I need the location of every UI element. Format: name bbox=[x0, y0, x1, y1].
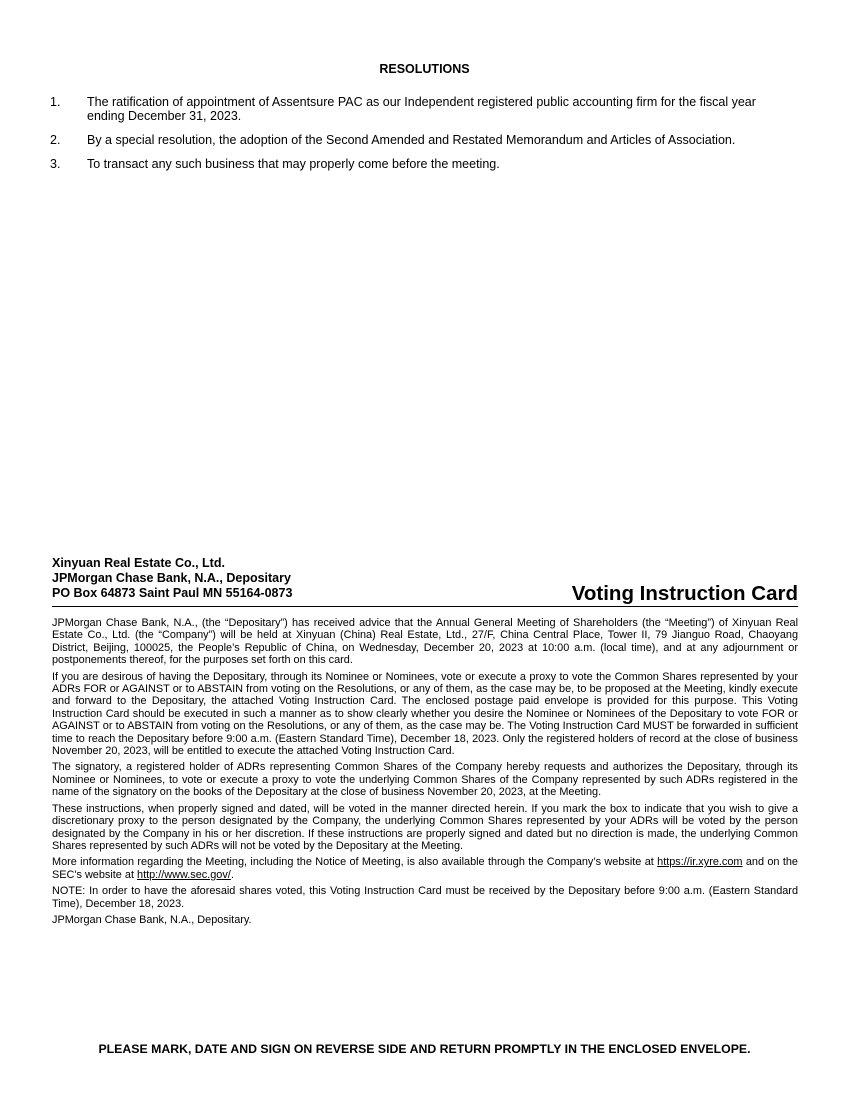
resolution-number: 1. bbox=[50, 95, 61, 109]
mailing-address bbox=[52, 556, 292, 601]
divider bbox=[52, 606, 798, 607]
resolutions-title: RESOLUTIONS bbox=[379, 62, 470, 76]
resolution-text: The ratification of appointment of Assentsure PAC as our Independent registered public accounting firm for the fiscal year ending December 31, 2023. bbox=[87, 95, 756, 123]
resolution-number: 3. bbox=[50, 157, 61, 171]
address-line-po-box: PO Box 64873 Saint Paul MN 55164-0873 bbox=[52, 586, 293, 600]
resolution-text: By a special resolution, the adoption of the Second Amended and Restated Memorandum and Articles of Association. bbox=[87, 133, 736, 147]
address-line-company: Xinyuan Real Estate Co., Ltd. bbox=[52, 556, 225, 570]
company-website-link[interactable]: https://ir.xyre.com bbox=[657, 856, 743, 869]
discretionary-proxy-paragraph: These instructions, when properly signed and dated, will be voted in the manner directed herein. If you mark the box to indicate that you wish to give a discretionary proxy to the person designated by the Company, the underlying Common Shares represented by your ADRs will be voted by the person designated by the Company in his or her discretion. If these instructions are properly signed and dated but no direction is made, the underlying Common Shares represented by such ADRs will not be voted by the Depositary at the Meeting. bbox=[52, 802, 798, 852]
more-info-text-a: More information regarding the Meeting, including the Notice of Meeting, is also available through the Company’s website at bbox=[52, 856, 658, 869]
authorization-paragraph: The signatory, a registered holder of ADRs representing Common Shares of the Company hereby requests and authorizes the Depositary, through its Nominee or Nominees, to vote or execute a proxy to vote the underlying Common Shares of the Company represented by such ADRs registered in the name of the signatory on the books of the Depositary at the close of business November 20, 2023, at the Meeting. bbox=[52, 761, 798, 799]
resolutions-list bbox=[50, 95, 780, 181]
address-line-depositary: JPMorgan Chase Bank, N.A., Depositary bbox=[52, 571, 291, 585]
note-paragraph: NOTE: In order to have the aforesaid shares voted, this Voting Instruction Card must be received by the Depositary before 9:00 a.m. (Eastern Standard Time), December 18, 2023. bbox=[52, 885, 798, 910]
resolution-item bbox=[50, 157, 780, 171]
voting-instruction-card-title: Voting Instruction Card bbox=[571, 582, 798, 605]
more-information-paragraph bbox=[52, 856, 798, 881]
voting-instructions-paragraph: If you are desirous of having the Depositary, through its Nominee or Nominees, vote or execute a proxy to vote the Common Shares represented by your ADRs FOR or AGAINST or to ABSTAIN from voting on the Resolutions, or any of them, as the case may be, to be proposed at the Meeting, kindly execute and forward to the Depositary, the attached Voting Instruction Card. The enclosed postage paid envelope is provided for this purpose. This Voting Instruction Card should be executed in such a manner as to show clearly whether you desire the Nominee or Nominees of the Depositary to vote FOR or AGAINST or to ABSTAIN from voting on the Resolutions, or any of them, as the case may be. The Voting Instruction Card MUST be forwarded in sufficient time to reach the Depositary before 9:00 a.m. (Eastern Standard Time), December 18, 2023. Only the registered holders of record at the close of business November 20, 2023, will be entitled to execute the attached Voting Instruction Card. bbox=[52, 670, 798, 758]
card-body bbox=[52, 617, 798, 930]
resolution-number: 2. bbox=[50, 133, 61, 147]
more-info-text-c: . bbox=[230, 868, 234, 881]
sec-website-link[interactable]: http://www.sec.gov/ bbox=[137, 868, 231, 881]
resolution-item bbox=[50, 133, 780, 147]
resolution-item bbox=[50, 95, 780, 123]
meeting-notice-paragraph: JPMorgan Chase Bank, N.A., (the “Depositary”) has received advice that the Annual General Meeting of Shareholders (the “Meeting”) of Xinyuan Real Estate Co., Ltd. (the “Company”) will be held at Xinyuan (China) Real Estate, Ltd., 27/F, China Central Place, Tower II, 79 Jianguo Road, Chaoyang District, Beijing, 100025, the People’s Republic of China, on Wednesday, December 20, 2023 at 10:00 a.m. (local time), and at any adjournment or postponements thereof, for the purposes set forth on this card. bbox=[52, 617, 798, 667]
depositary-signature: JPMorgan Chase Bank, N.A., Depositary. bbox=[52, 913, 252, 926]
resolution-text: To transact any such business that may properly come before the meeting. bbox=[87, 157, 500, 171]
more-info-text-b: and on the SEC's website at bbox=[52, 856, 798, 881]
footer-instruction: PLEASE MARK, DATE AND SIGN ON REVERSE SIDE AND RETURN PROMPTLY IN THE ENCLOSED ENVELOPE. bbox=[98, 1042, 751, 1056]
